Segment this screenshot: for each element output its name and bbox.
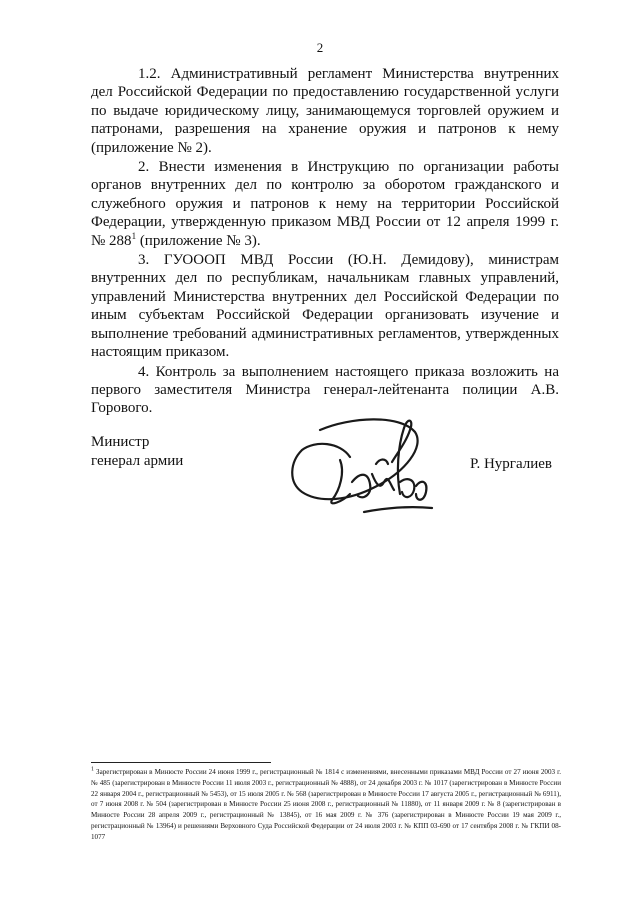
footnote-text: Зарегистрирован в Минюсте России 24 июня 1999 г., регистрационный № 1814 с изменениями, внесенными приказами МВД России от 27 июня 2003 г. № 485 (зарегистрирован в Минюсте России 11 июля 2003 г., регистрационный № 4888), от 24 декабря 2003 г. № 1017 (зарегистрирован в Минюсте России 22 января 2004 г., регистрационный № 5453), от 15 июля 2005 г. № 568 (зарегистрирован в Минюсте России 17 августа 2005 г., регистрационный № 6911), от 7 июня 2008 г. № 504 (зарегистрирован в Минюсте России 25 июня 2008 г., регистрационный № 11880), от 11 января 2009 г. № 8 (зарегистрирован в Минюсте России 28 апреля 2009 г., регистрационный № 13845), от 16 мая 2009 г. № 376 (зарегистрирован в Минюсте России 19 мая 2009 г., регистрационный № 13964) и решениями Верховного Суда Российской Федерации от 24 июля 2003 г. № КПП 03-690 от 17 сентября 2008 г. № ГКПИ 08-1077 (91, 768, 561, 841)
page-number: 2 (316, 40, 324, 55)
paragraph-2 (91, 158, 559, 250)
paragraph-2-tail: (приложение № 3). (136, 232, 261, 249)
footnote-mark: 1 (91, 766, 94, 773)
signatory-rank: генерал армии (91, 453, 184, 469)
footnote-reference: 1 (131, 230, 137, 241)
paragraph-2-text: 2. Внести изменения в Инструкцию по организации работы органов внутренних дел по контролю за оборотом гражданского и служебного оружия и патронов к нему на территории Российской Федерации, утвержденную приказом МВД России от 12 апреля 1999 г. № 288 (91, 159, 559, 249)
signatory-position: Министр (91, 434, 150, 450)
footnote-separator (91, 762, 271, 763)
signatory-name: Р. Нургалиев (470, 456, 552, 472)
paragraph-1-2: 1.2. Административный регламент Министерства внутренних дел Российской Федерации по предоставлению государственной услуги по выдаче юридическому лицу, занимающемуся торговлей оружием и патронами, разрешения на хранение оружия и патронов к нему (приложение № 2). (91, 66, 559, 156)
paragraph-3: 3. ГУОООП МВД России (Ю.Н. Демидову), министрам внутренних дел по республикам, начальникам главных управлений, управлений Министерства внутренних дел Российской Федерации по иным субъектам Российской Федерации организовать изучение и выполнение требований административных регламентов, утвержденных настоящим приказом. (91, 252, 559, 361)
paragraph-4: 4. Контроль за выполнением настоящего приказа возложить на первого заместителя Министра генерал-лейтенанта полиции А.В. Горового. (91, 363, 559, 417)
footnote (91, 767, 561, 843)
document-body (91, 65, 559, 419)
signatory-title (91, 433, 183, 471)
handwritten-signature (280, 412, 460, 522)
